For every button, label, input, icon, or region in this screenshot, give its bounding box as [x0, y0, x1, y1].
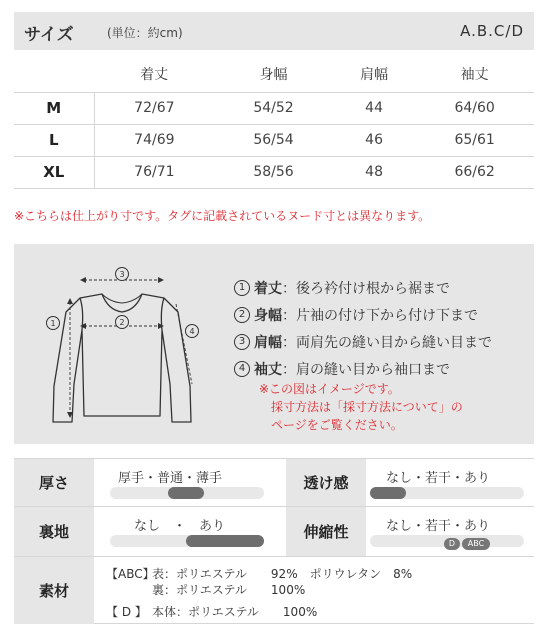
sheer-label: 透け感	[286, 459, 366, 506]
value-cell: 54/52	[214, 92, 333, 124]
property-row	[14, 458, 534, 506]
measurement-label: 袖丈	[254, 361, 282, 378]
number-badge: 2	[234, 307, 250, 323]
nude-size-note: ※こちらは仕上がり寸です。タグに記載されているヌード寸とは異なります。	[14, 209, 431, 223]
stretch-label: 伸縮性	[286, 507, 366, 556]
material-text: 表：ポリエステル 92% ポリウレタン 8%	[152, 567, 413, 581]
image-note-line: ページをご覧ください。	[271, 418, 403, 432]
diagram-number-1: 1	[50, 319, 56, 328]
table-row	[14, 156, 534, 188]
image-note	[259, 380, 463, 434]
measurement-label: 肩幅	[254, 334, 282, 351]
diagram-number-2: 2	[119, 318, 125, 327]
table-row	[14, 124, 534, 156]
size-title: サイズ	[24, 25, 74, 45]
stretch-tag-d: D	[444, 538, 460, 550]
shirt-illustration	[36, 266, 208, 426]
unit-label: (単位：約cm)	[107, 26, 183, 40]
lining-label: 裏地	[14, 507, 94, 556]
value-cell: 76/71	[94, 156, 214, 188]
variant-label: A.B.C/D	[460, 22, 524, 40]
stretch-tag-abc: ABC	[462, 538, 490, 550]
material-text: 裏：ポリエステル 100%	[152, 583, 306, 597]
material-row	[14, 556, 534, 624]
number-badge: 4	[234, 361, 250, 377]
value-cell: 74/69	[94, 124, 214, 156]
sheer-indicator	[370, 487, 406, 499]
property-row	[14, 506, 534, 556]
image-note-line: ※この図はイメージです。	[259, 382, 400, 396]
col-header: 着丈	[140, 66, 169, 83]
thickness-indicator	[168, 487, 204, 499]
col-header: 肩幅	[360, 66, 389, 83]
diagram-number-4: 4	[189, 327, 195, 336]
measurement-desc: ：両肩先の縫い目から縫い目まで	[282, 334, 492, 351]
value-cell: 72/67	[94, 92, 214, 124]
image-note-line: 採寸方法は「採寸方法について」の	[271, 400, 463, 414]
thickness-label: 厚さ	[14, 459, 94, 506]
measurement-desc: ：後ろ衿付け根から裾まで	[282, 280, 450, 297]
size-cell: XL	[14, 156, 94, 188]
lining-indicator	[186, 535, 264, 547]
lining-options: なし ・ あり	[134, 519, 226, 534]
diagram-number-3: 3	[119, 270, 125, 279]
list-item	[234, 274, 492, 301]
col-header: 袖丈	[460, 66, 489, 83]
measurement-desc: ：片袖の付け下から付け下まで	[282, 307, 478, 324]
material-tag: 【 D 】	[106, 605, 147, 619]
col-header: 身幅	[259, 66, 288, 83]
value-cell: 66/62	[415, 156, 534, 188]
value-cell: 48	[333, 156, 415, 188]
thickness-options: 厚手・普通・薄手	[118, 471, 223, 486]
material-tag: 【ABC】	[106, 567, 155, 581]
table-row	[14, 92, 534, 124]
measurement-list	[234, 274, 492, 382]
size-header	[14, 12, 534, 50]
value-cell: 44	[333, 92, 415, 124]
measurement-label: 着丈	[254, 280, 282, 297]
number-badge: 3	[234, 334, 250, 350]
size-table-header	[14, 56, 534, 92]
list-item	[234, 355, 492, 382]
material-label: 素材	[14, 557, 94, 624]
list-item	[234, 301, 492, 328]
measurement-label: 身幅	[254, 307, 282, 324]
corner-cell	[14, 56, 94, 92]
measurement-diagram	[14, 244, 534, 444]
size-cell: M	[14, 92, 94, 124]
number-badge: 1	[234, 280, 250, 296]
value-cell: 65/61	[415, 124, 534, 156]
material-text: 本体：ポリエステル 100%	[152, 605, 318, 619]
value-cell: 64/60	[415, 92, 534, 124]
list-item	[234, 328, 492, 355]
value-cell: 46	[333, 124, 415, 156]
value-cell: 56/54	[214, 124, 333, 156]
size-table	[14, 56, 534, 189]
measurement-desc: ：肩の縫い目から袖口まで	[282, 361, 450, 378]
sheer-options: なし・若干・あり	[386, 471, 491, 486]
value-cell: 58/56	[214, 156, 333, 188]
stretch-options: なし・若干・あり	[386, 519, 491, 534]
size-cell: L	[14, 124, 94, 156]
